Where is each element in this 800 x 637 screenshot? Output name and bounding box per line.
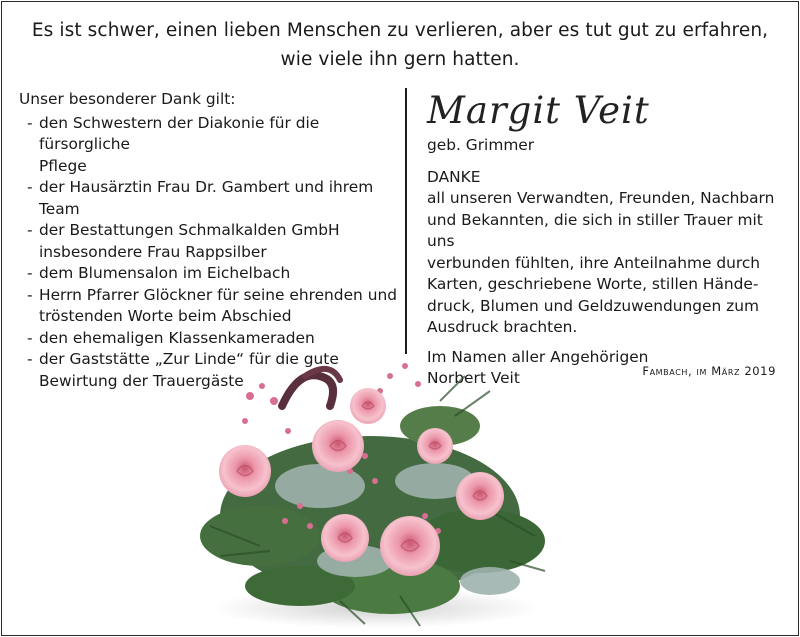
- deceased-name: Margit Veit: [427, 89, 650, 132]
- motto-line-1: Es ist schwer, einen lieben Menschen zu verlieren, aber es tut gut zu erfahren,: [31, 20, 769, 41]
- thanks-item: - der Gaststätte „Zur Linde“ für die gute Bewirtung der Trauergäste: [19, 349, 399, 392]
- thanks-item: - Herrn Pfarrer Glöckner für seine ehrenden und tröstenden Worte beim Abschied: [19, 285, 399, 328]
- closing-line: Im Namen aller Angehörigen: [427, 347, 649, 366]
- column-divider: [405, 88, 407, 354]
- thanks-item: - den ehemaligen Klassenkameraden: [19, 328, 399, 350]
- thanks-item: - den Schwestern der Diakonie für die fürsorgliche Pflege: [19, 113, 399, 178]
- thanks-item: - der Bestattungen Schmalkalden GmbH insbesondere Frau Rappsilber: [19, 220, 399, 263]
- signatory-name: Norbert Veit: [427, 369, 520, 387]
- place-and-date: Fambach, im März 2019: [642, 364, 776, 378]
- motto: [0, 16, 800, 74]
- thanks-heading: Unser besonderer Dank gilt:: [19, 90, 236, 108]
- thanks-item: - der Hausärztin Frau Dr. Gambert und ihrem Team: [19, 177, 399, 220]
- acknowledgement-section: [427, 90, 787, 390]
- maiden-name: geb. Grimmer: [427, 136, 535, 154]
- thank-you-message: all unseren Verwandten, Freunden, Nachbarn und Bekannten, die sich in stiller Trauer mit uns verbunden fühlten, ihre Anteilnahme durch Karten, geschriebene Worte, stillen Hände- druck, Blumen und Geldzuwendungen zum Ausdruck brachten.: [427, 189, 775, 336]
- motto-line-2: wie viele ihn gern hatten.: [280, 49, 520, 70]
- flower-bouquet-image: [190, 346, 550, 631]
- thanks-item: - dem Blumensalon im Eichelbach: [19, 263, 399, 285]
- danke-title: DANKE: [427, 167, 481, 186]
